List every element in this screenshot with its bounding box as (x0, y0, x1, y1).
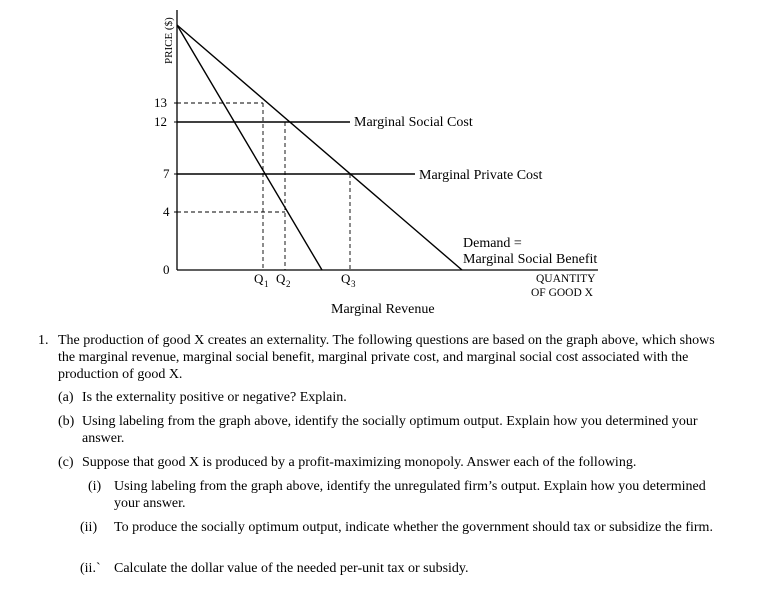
demand-msb-line (177, 25, 462, 270)
part-a-text: Is the externality positive or negative? Explain. (82, 390, 347, 405)
part-c-iii (80, 560, 730, 577)
part-c (58, 454, 738, 471)
part-b-label: (b) (58, 414, 75, 429)
x-tick-q1 (254, 271, 269, 289)
x-tick-q1-letter: Q (254, 271, 264, 286)
question-number: 1. (38, 333, 49, 348)
part-c-text: Suppose that good X is produced by a profit-maximizing monopoly. Answer each of the following. (82, 455, 637, 470)
x-tick-q3-sub: 3 (351, 279, 356, 289)
mpc-label: Marginal Private Cost (419, 168, 543, 183)
part-a-label: (a) (58, 390, 74, 405)
x-axis-title-line1: QUANTITY (536, 273, 596, 285)
part-b-text: Using labeling from the graph above, identify the socially optimum output. Explain how you determined your answer. (82, 414, 698, 446)
y-tick-7: 7 (163, 166, 170, 181)
question-intro-text: The production of good X creates an externality. The following questions are based on the graph above, which shows the marginal revenue, marginal social benefit, marginal private cost, and marginal social cost associated with the production of good X. (58, 333, 715, 382)
part-c-label: (c) (58, 455, 74, 470)
x-tick-q2-sub: 2 (286, 279, 291, 289)
part-c-i-text: Using labeling from the graph above, identify the unregulated firm’s output. Explain how you determined your answer. (114, 479, 706, 511)
part-a (58, 389, 738, 406)
x-axis-title-line2: OF GOOD X (531, 287, 593, 299)
part-b (58, 413, 718, 447)
y-tick-12: 12 (154, 114, 167, 129)
x-tick-q3 (341, 271, 356, 289)
demand-label-line2: Marginal Social Benefit (463, 252, 598, 267)
x-tick-q1-sub: 1 (264, 279, 269, 289)
part-c-i-label: (i) (88, 479, 102, 494)
marginal-revenue-label: Marginal Revenue (331, 302, 435, 317)
part-c-ii (80, 519, 730, 536)
msc-label: Marginal Social Cost (354, 115, 473, 130)
part-c-iii-text: Calculate the dollar value of the needed per-unit tax or subsidy. (114, 561, 469, 576)
marginal-revenue-line (177, 25, 322, 270)
question-intro (38, 332, 728, 383)
x-tick-q2-letter: Q (276, 271, 286, 286)
x-tick-q3-letter: Q (341, 271, 351, 286)
part-c-ii-label: (ii) (80, 520, 98, 535)
y-tick-13: 13 (154, 95, 167, 110)
part-c-i (88, 478, 728, 512)
y-tick-0: 0 (163, 262, 170, 277)
part-c-iii-label: (ii.` (80, 561, 101, 576)
demand-label-line1: Demand = (463, 236, 522, 251)
part-c-ii-text: To produce the socially optimum output, indicate whether the government should tax or subsidize the firm. (114, 520, 713, 535)
x-tick-q2 (276, 271, 291, 289)
y-tick-4: 4 (163, 204, 170, 219)
y-axis-title: PRICE ($) (163, 17, 175, 64)
